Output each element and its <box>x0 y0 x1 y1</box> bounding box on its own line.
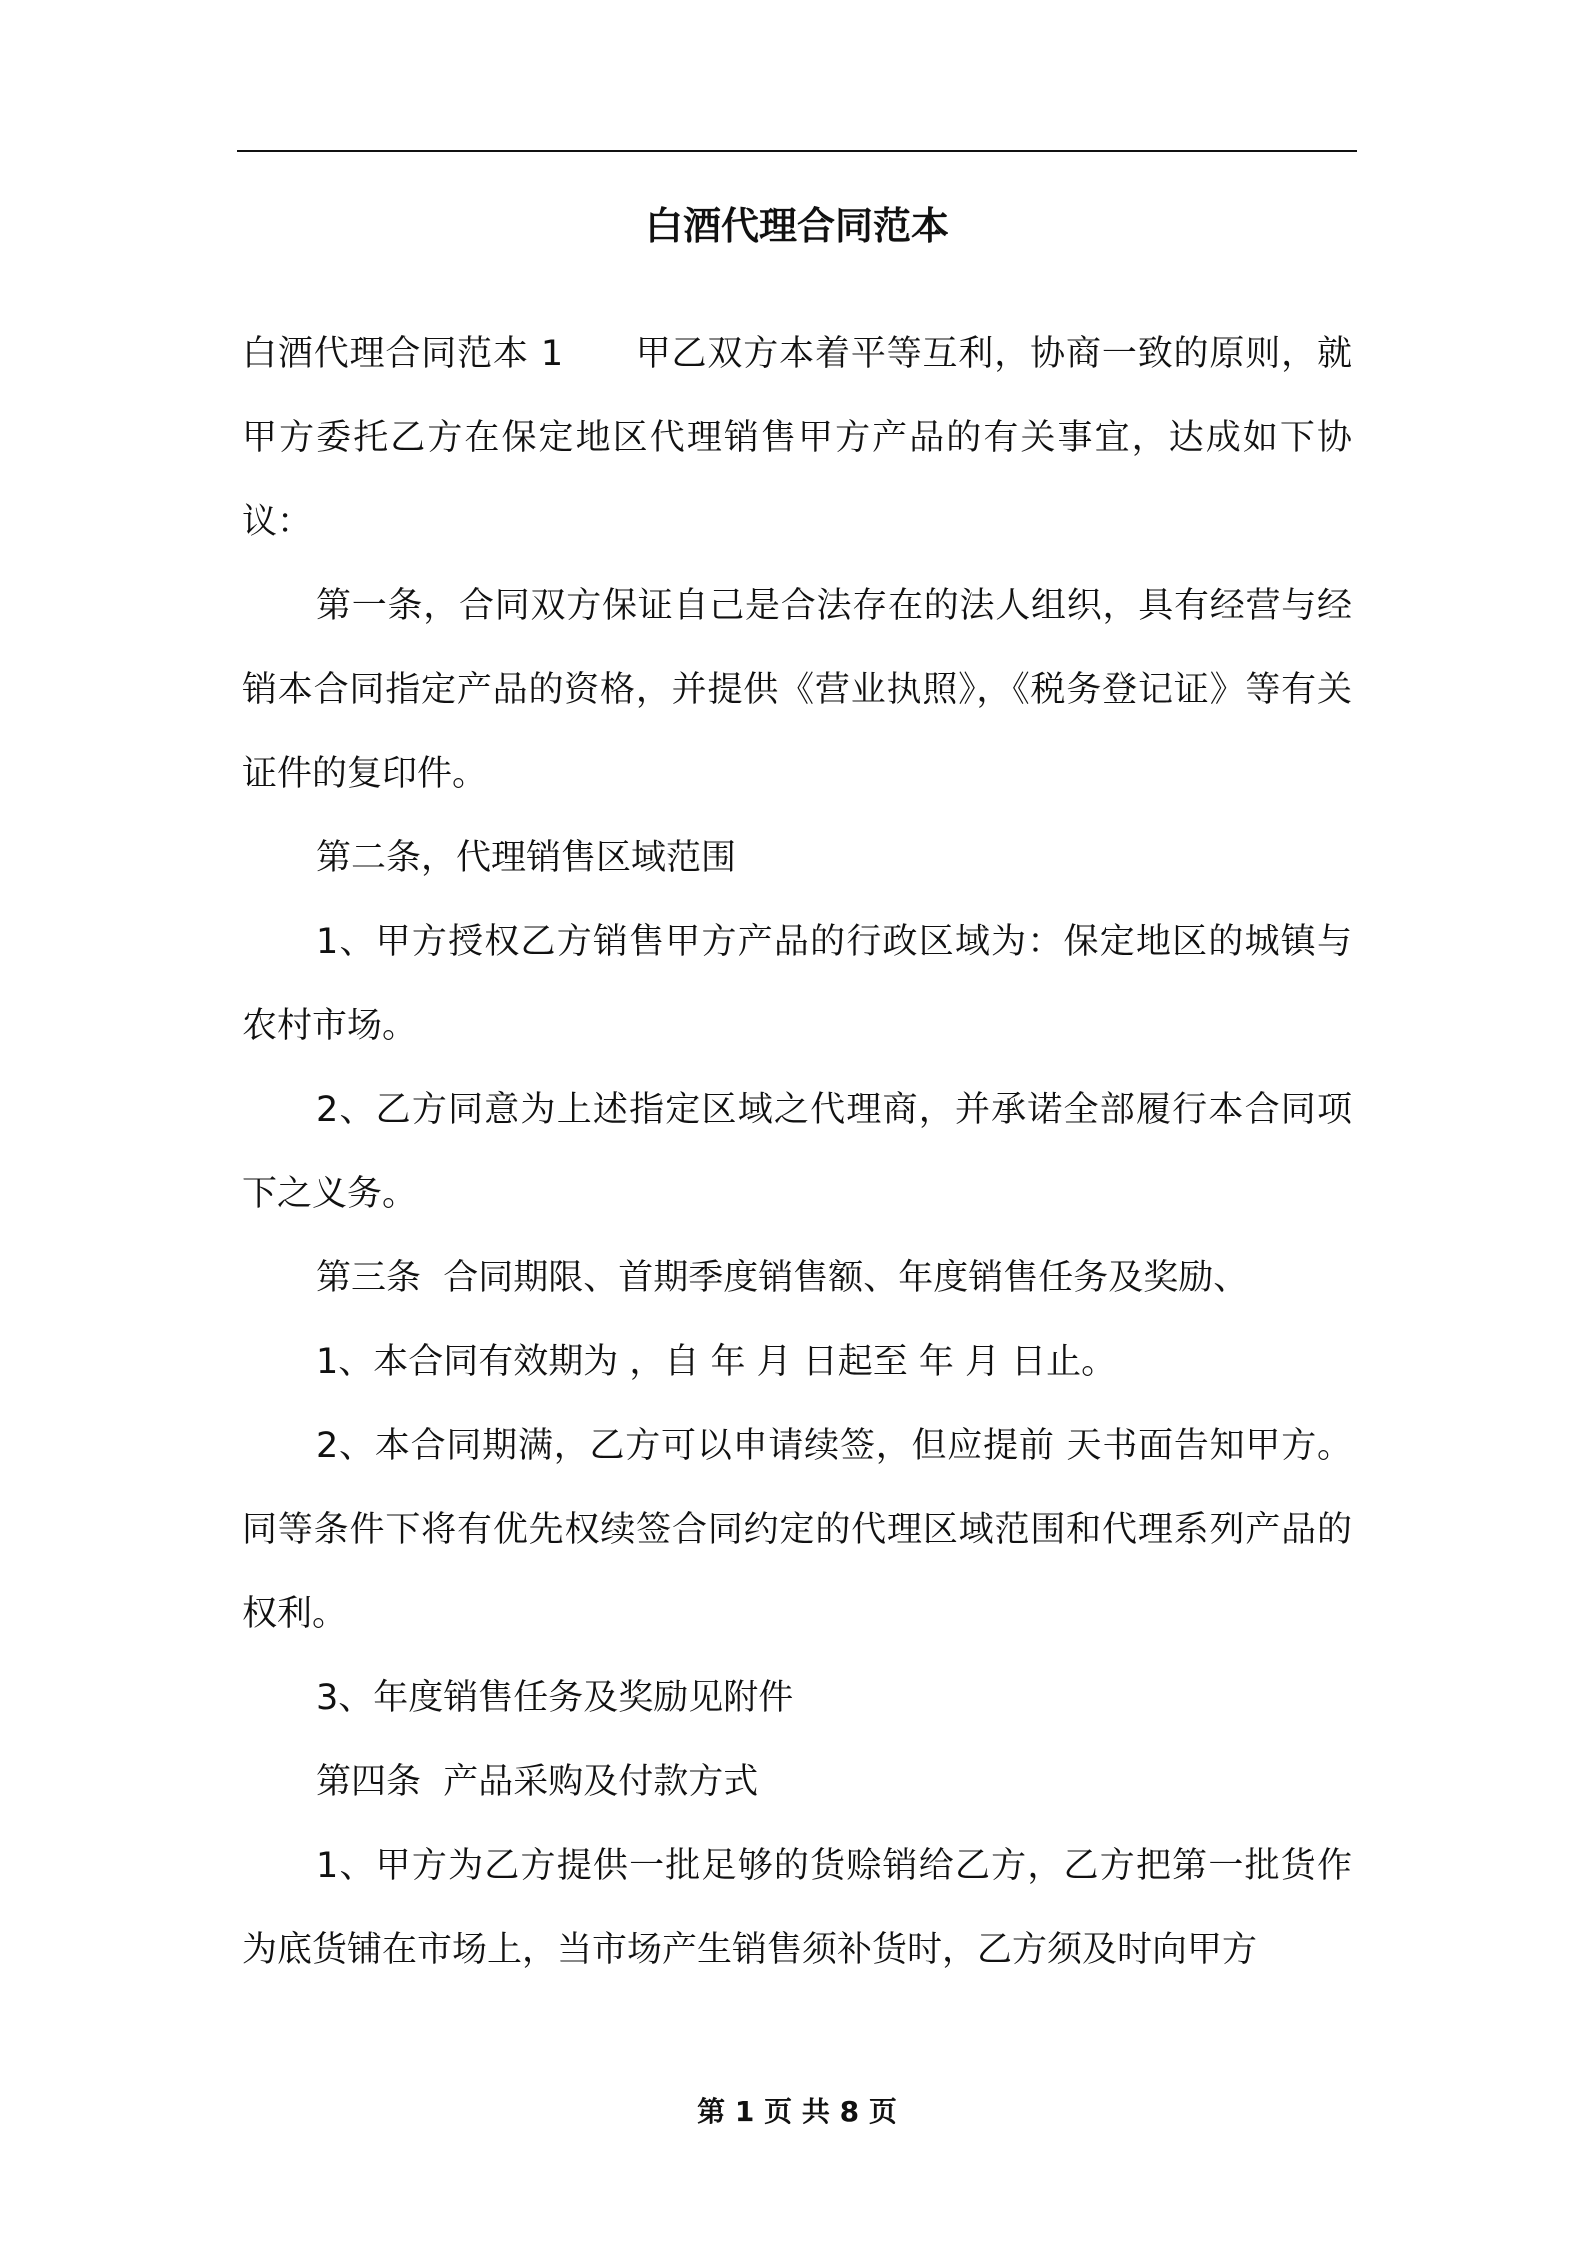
paragraph-article-4-item-1: 1、甲方为乙方提供一批足够的货赊销给乙方，乙方把第一批货作为底货铺在市场上，当市场产生销售须补货时，乙方须及时向甲方 <box>242 1846 1352 1970</box>
paragraph-article-2-item-2: 2、乙方同意为上述指定区域之代理商，并承诺全部履行本合同项下之义务。 <box>242 1090 1352 1214</box>
paragraph-article-1: 第一条，合同双方保证自己是合法存在的法人组织，具有经营与经销本合同指定产品的资格，并提供《营业执照》，《税务登记证》等有关证件的复印件。 <box>242 586 1352 794</box>
document-title: 白酒代理合同范本 <box>644 204 949 248</box>
paragraph-article-2-item-1: 1、甲方授权乙方销售甲方产品的行政区域为：保定地区的城镇与农村市场。 <box>242 922 1352 1046</box>
page-number: 第 1 页 共 8 页 <box>697 2095 897 2128</box>
paragraph-intro: 白酒代理合同范本 1 甲乙双方本着平等互利，协商一致的原则，就甲方委托乙方在保定地区代理销售甲方产品的有关事宜，达成如下协议： <box>242 334 1352 542</box>
header-rule <box>237 150 1357 152</box>
paragraph-article-3-heading: 第三条 合同期限、首期季度销售额、年度销售任务及奖励、 <box>316 1258 1249 1298</box>
paragraph-article-3-item-2: 2、本合同期满，乙方可以申请续签，但应提前 天书面告知甲方。同等条件下将有优先权续签合同约定的代理区域范围和代理系列产品的权利。 <box>242 1426 1352 1634</box>
document-body <box>242 312 1352 1992</box>
paragraph-article-4-heading: 第四条 产品采购及付款方式 <box>316 1762 759 1802</box>
paragraph-article-3-item-3: 3、年度销售任务及奖励见附件 <box>316 1678 794 1718</box>
paragraph-article-2-heading: 第二条，代理销售区域范围 <box>316 838 737 878</box>
paragraph-article-3-item-1: 1、本合同有效期为 ，自 年 月 日起至 年 月 日止。 <box>316 1342 1117 1382</box>
